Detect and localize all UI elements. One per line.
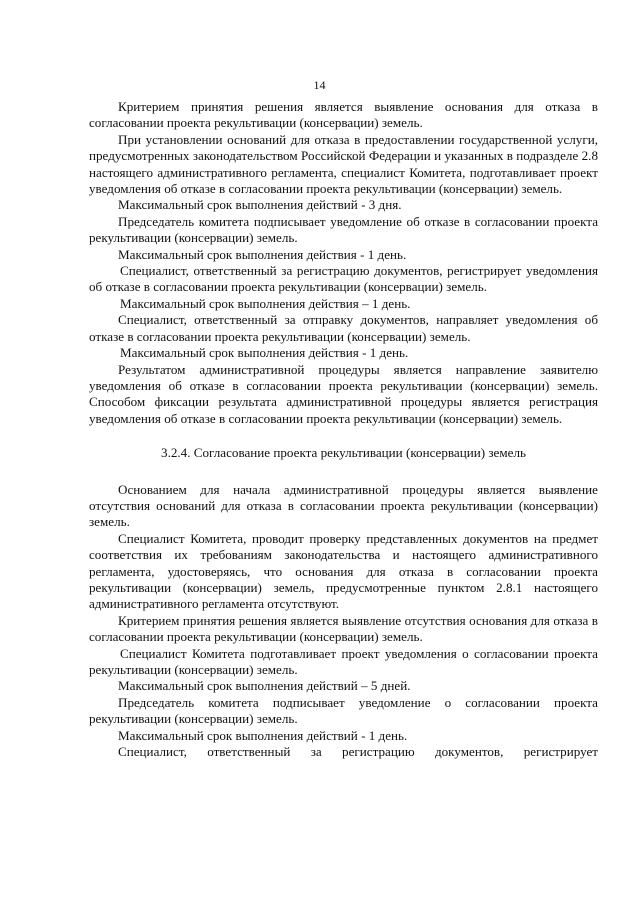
- paragraph: Максимальный срок выполнения действий – 5 дней.: [118, 678, 411, 694]
- paragraph: Максимальный срок выполнения действий - 3 дня.: [118, 197, 402, 213]
- paragraph: Специалист, ответственный за регистрацию документов, регистрирует уведомления об отказе в согласовании проекта рекультивации (консервации) земель.: [89, 263, 598, 295]
- paragraph: Специалист Комитета, проводит проверку представленных документов на предмет соответствия их требованиям законодательства и настоящего административного регламента, удостоверяясь, что основания для отказа в согласовании проекта рекультивации (консервации) земель, предусмотренные пунктом 2.8.1 настоящего административного регламента отсутствуют.: [89, 530, 598, 612]
- paragraph: Максимальный срок выполнения действия - 1 день.: [118, 246, 407, 262]
- page-number: 14: [313, 78, 326, 92]
- paragraph: Максимальный срок выполнения действия - 1 день.: [120, 345, 409, 361]
- paragraph: Максимальный срок выполнения действия – 1 день.: [120, 295, 411, 311]
- paragraph: Председатель комитета подписывает уведомление об отказе в согласовании проекта рекультивации (консервации) земель.: [89, 213, 598, 246]
- section-heading: 3.2.4. Согласование проекта рекультивации (консервации) земель: [161, 445, 526, 461]
- paragraph: Максимальный срок выполнения действий - 1 день.: [118, 727, 408, 743]
- section-refusal: [89, 99, 598, 427]
- paragraph: Критерием принятия решения является выявление основания для отказа в согласовании проекта рекультивации (консервации) земель.: [89, 99, 598, 131]
- paragraph: При установлении оснований для отказа в предоставлении государственной услуги, предусмотренных законодательством Российской Федерации и указанных в подразделе 2.8 настоящего административного регламента, специалист Комитета, подготавливает проект уведомления об отказе в согласовании проекта рекультивации (консервации) земель.: [89, 131, 598, 197]
- paragraph: Критерием принятия решения является выявление отсутствия основания для отказа в согласовании проекта рекультивации (консервации) земель.: [89, 612, 598, 645]
- document-body: [89, 99, 598, 760]
- paragraph: Специалист, ответственный за отправку документов, направляет уведомления об отказе в согласовании проекта рекультивации (консервации) земель.: [89, 312, 598, 344]
- paragraph: Результатом административной процедуры является направление заявителю уведомления об отказе в согласовании проекта рекультивации (консервации) земель. Способом фиксации результата административной процедуры является регистрация уведомления об отказе в согласовании проекта рекультивации (консервации) земель.: [89, 361, 598, 426]
- paragraph: Председатель комитета подписывает уведомление о согласовании проекта рекультивации (консервации) земель.: [89, 694, 598, 727]
- section-approval: [89, 482, 598, 761]
- paragraph: Специалист Комитета подготавливает проект уведомления о согласовании проекта рекультивации (консервации) земель.: [89, 645, 598, 677]
- paragraph: Специалист, ответственный за регистрацию документов, регистрирует: [118, 744, 598, 760]
- paragraph: Основанием для начала административной процедуры является выявление отсутствия оснований для отказа в согласовании проекта рекультивации (консервации) земель.: [89, 481, 598, 530]
